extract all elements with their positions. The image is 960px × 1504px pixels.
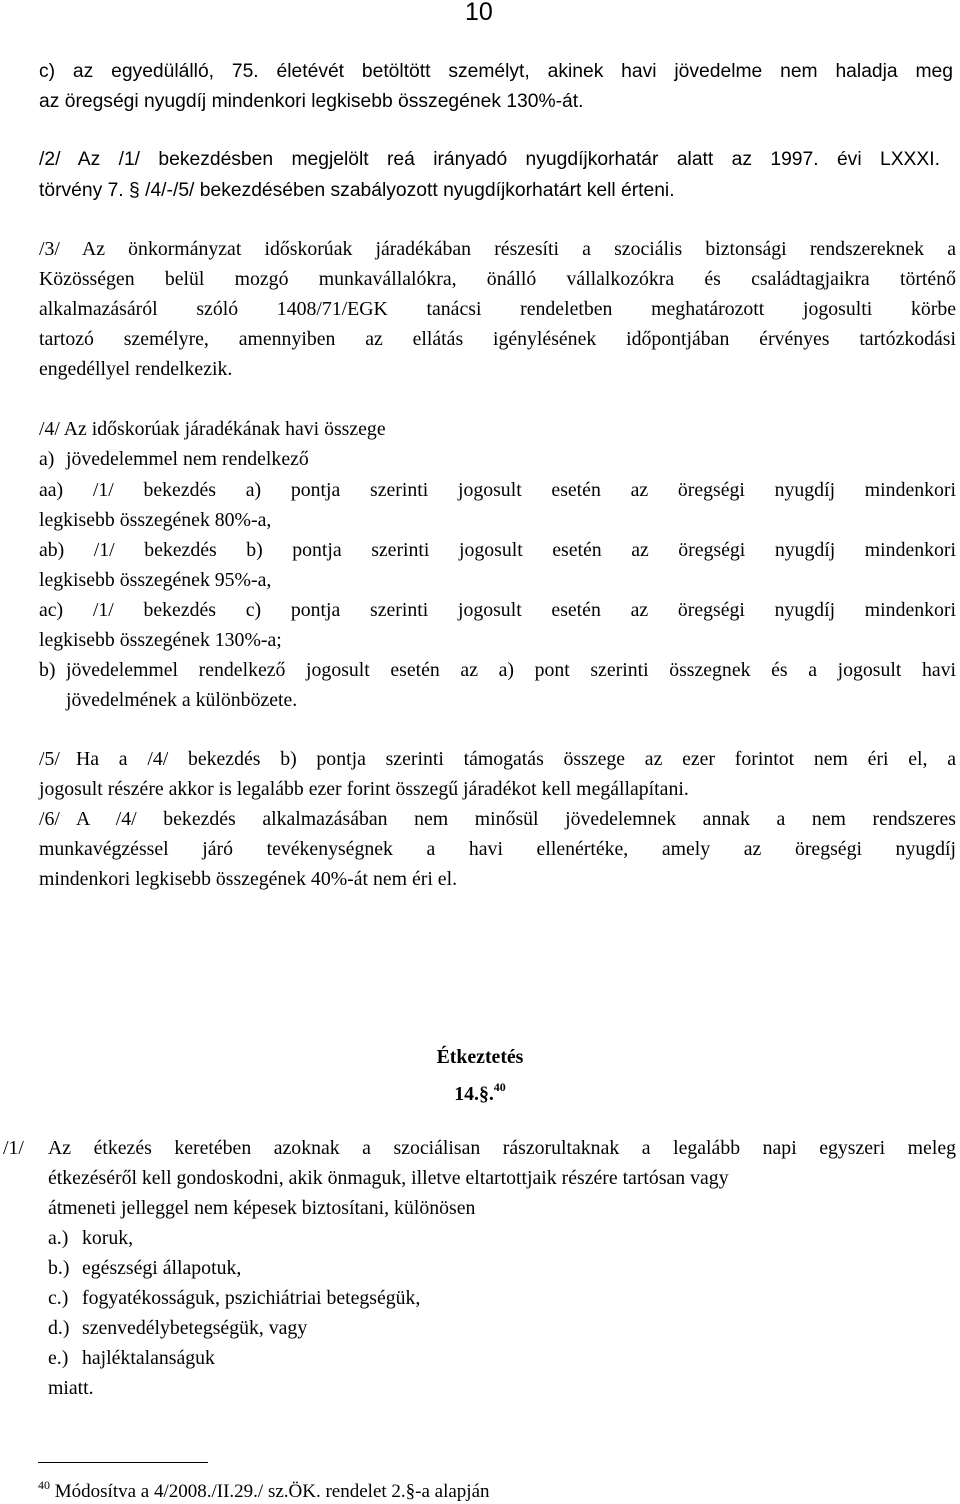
- paragraph-c-line-1: c) az egyedülálló, 75. életévét betöltött személyt, akinek havi jövedelme nem haladja meg: [39, 61, 953, 82]
- section-title: Étkeztetés: [436, 1046, 524, 1068]
- footnote-reference: 40: [493, 1080, 506, 1094]
- paragraph-2-line-2: törvény 7. § /4/-/5/ bekezdésében szabályozott nyugdíjkorhatárt kell érteni.: [39, 180, 675, 201]
- paragraph-4-ac-line-1: ac) /1/ bekezdés c) pontja szerinti jogosult esetén az öregségi nyugdíj mindenkori: [39, 599, 956, 621]
- paragraph-3-line-4: tartozó személyre, amennyiben az ellátás igénylésének időpontjában érvényes tartózkodási: [39, 328, 956, 350]
- section-paragraph-1-line-1: Az étkezés keretében azoknak a szociálisan rászorultaknak a legalább napi egyszeri meleg: [48, 1137, 956, 1159]
- paragraph-3-line-2: Közösségen belül mozgó munkavállalókra, önálló vállalkozókra és családtagjaikra történő: [39, 268, 956, 290]
- paragraph-4-ab-line-2: legkisebb összegének 95%-a,: [39, 569, 272, 591]
- footnote: [38, 1473, 490, 1504]
- list-item-label: b.): [48, 1257, 70, 1279]
- list-item-text: hajléktalanságuk: [82, 1347, 215, 1369]
- paragraph-4-ab-line-1: ab) /1/ bekezdés b) pontja szerinti jogosult esetén az öregségi nyugdíj mindenkori: [39, 539, 956, 561]
- paragraph-2-line-1: /2/ Az /1/ bekezdésben megjelölt reá irányadó nyugdíjkorhatár alatt az 1997. évi LXXXI.: [39, 149, 940, 170]
- paragraph-3-line-3: alkalmazásáról szóló 1408/71/EGK tanácsi rendeletben meghatározott jogosulti körbe: [39, 298, 956, 320]
- list-item-label: a.): [48, 1227, 69, 1249]
- section-paragraph-1-label: /1/: [3, 1137, 24, 1159]
- paragraph-6-label: /6/: [39, 808, 60, 830]
- paragraph-4-a-label: a): [39, 448, 55, 470]
- paragraph-5-line-1: Ha a /4/ bekezdés b) pontja szerinti támogatás összege az ezer forintot nem éri el, a: [76, 748, 956, 770]
- section-number-text: 14.§.: [454, 1083, 494, 1105]
- list-item-text: koruk,: [82, 1227, 134, 1249]
- paragraph-4-b-line-2: jövedelmének a különbözete.: [66, 689, 298, 711]
- list-item-text: szenvedélybetegségük, vagy: [82, 1317, 308, 1339]
- paragraph-3-line-1: /3/ Az önkormányzat időskorúak járadékában részesíti a szociális biztonsági rendszereknek a: [39, 238, 956, 260]
- footnote-number: 40: [38, 1478, 50, 1492]
- paragraph-5-line-2: jogosult részére akkor is legalább ezer forint összegű járadékot kell megállapítani.: [39, 778, 689, 800]
- list-item-text: fogyatékosságuk, pszichiátriai betegségük,: [82, 1287, 421, 1309]
- paragraph-6-line-2: munkavégzéssel járó tevékenységnek a havi ellenértéke, amely az öregségi nyugdíj: [39, 838, 956, 860]
- paragraph-c-line-2: az öregségi nyugdíj mindenkori legkisebb összegének 130%-át.: [39, 91, 584, 112]
- paragraph-6-line-3: mindenkori legkisebb összegének 40%-át nem éri el.: [39, 868, 458, 890]
- list-item-text: egészségi állapotuk,: [82, 1257, 242, 1279]
- paragraph-4-a-text: jövedelemmel nem rendelkező: [66, 448, 309, 470]
- section-paragraph-1-line-2: étkezéséről kell gondoskodni, akik önmaguk, illetve eltartottjaik részére tartósan vagy: [48, 1167, 729, 1189]
- footnote-separator: [38, 1462, 208, 1463]
- list-item-label: c.): [48, 1287, 69, 1309]
- paragraph-4-aa-line-1: aa) /1/ bekezdés a) pontja szerinti jogosult esetén az öregségi nyugdíj mindenkori: [39, 479, 956, 501]
- paragraph-4-b-line-1: jövedelemmel rendelkező jogosult esetén az a) pont szerinti összegnek és a jogosult havi: [66, 659, 956, 681]
- paragraph-4-intro: /4/ Az időskorúak járadékának havi összege: [39, 418, 386, 440]
- paragraph-6-line-1: A /4/ bekezdés alkalmazásában nem minősül jövedelemnek annak a nem rendszeres: [76, 808, 956, 830]
- section-paragraph-1-line-3: átmeneti jelleggel nem képesek biztosítani, különösen: [48, 1197, 476, 1219]
- paragraph-3-line-5: engedéllyel rendelkezik.: [39, 358, 233, 380]
- paragraph-4-ac-line-2: legkisebb összegének 130%-a;: [39, 629, 282, 651]
- paragraph-4-b-label: b): [39, 659, 56, 681]
- section-number: [0, 1072, 960, 1109]
- list-item-label: e.): [48, 1347, 69, 1369]
- paragraph-5-label: /5/: [39, 748, 60, 770]
- paragraph-4-aa-line-2: legkisebb összegének 80%-a,: [39, 509, 272, 531]
- page-number: 10: [465, 0, 493, 26]
- footnote-text: Módosítva a 4/2008./II.29./ sz.ÖK. rendelet 2.§-a alapján: [50, 1481, 490, 1502]
- list-item-label: d.): [48, 1317, 70, 1339]
- section-paragraph-1-closing: miatt.: [48, 1377, 94, 1399]
